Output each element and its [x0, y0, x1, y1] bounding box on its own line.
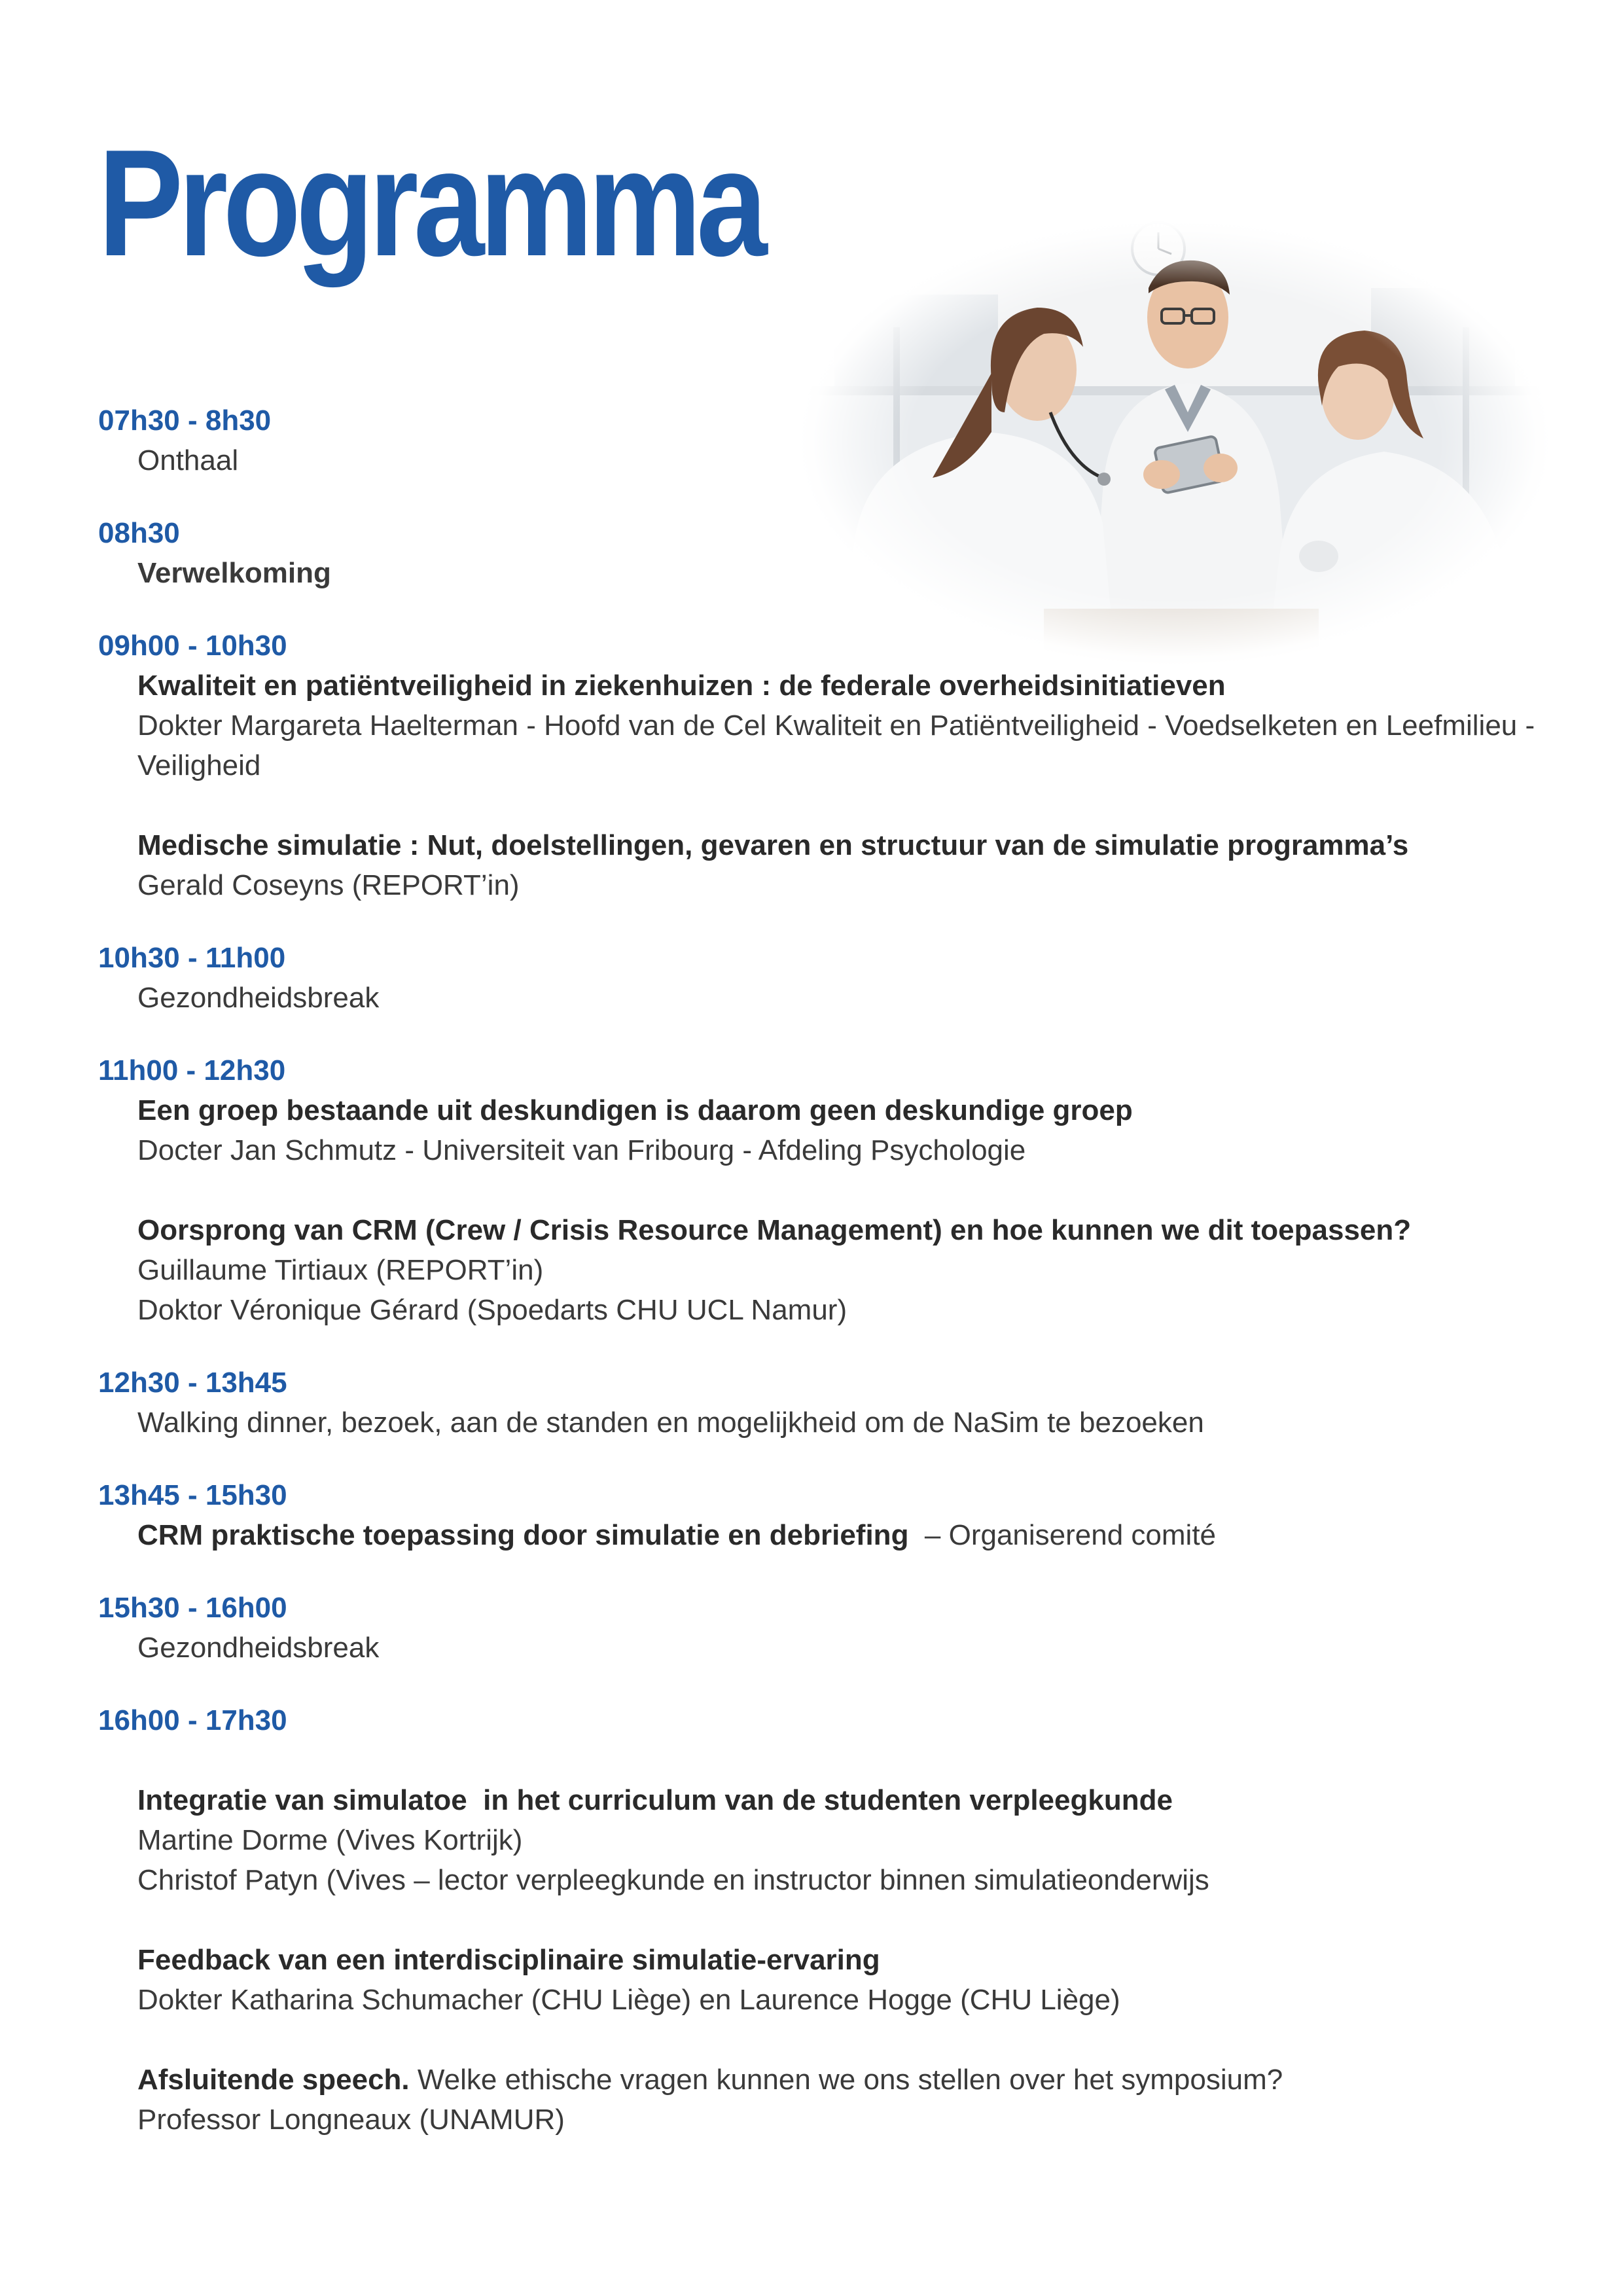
schedule-slot — [98, 1363, 1558, 1443]
session-line: Gezondheidsbreak — [137, 982, 380, 1014]
slot-time: 08h30 — [98, 517, 180, 549]
session-title: Verwelkoming — [137, 557, 331, 589]
session-title: Medische simulatie : Nut, doelstellingen, gevaren en structuur van de simulatie programma’s — [137, 829, 1409, 861]
session-speaker: Professor Longneaux (UNAMUR) — [137, 2104, 565, 2136]
session-entry — [98, 978, 1558, 1018]
spacer — [98, 1740, 1558, 1780]
session-speaker: Docter Jan Schmutz - Universiteit van Fribourg - Afdeling Psychologie — [137, 1134, 1026, 1166]
schedule-slot — [98, 626, 1558, 905]
session-entry — [98, 553, 1558, 593]
schedule-slot — [98, 401, 1558, 480]
session-title-with-organizer — [137, 1515, 1558, 1555]
session-speaker: Dokter Katharina Schumacher (CHU Liège) en Laurence Hogge (CHU Liège) — [137, 1984, 1120, 2016]
session-entry — [98, 1515, 1558, 1555]
slot-time: 12h30 - 13h45 — [98, 1367, 287, 1399]
session-entry — [98, 1628, 1558, 1668]
schedule-slot — [98, 1700, 1558, 2140]
session-title: Een groep bestaande uit deskundigen is daarom geen deskundige groep — [137, 1094, 1133, 1126]
session-line: Onthaal — [137, 444, 239, 476]
session-entry — [98, 825, 1558, 905]
schedule-slot — [98, 1588, 1558, 1668]
session-title: Feedback van een interdisciplinaire simulatie-ervaring — [137, 1944, 880, 1976]
session-speaker: Guillaume Tirtiaux (REPORT’in) — [137, 1254, 544, 1286]
session-entry — [98, 440, 1558, 480]
session-entry — [98, 1780, 1558, 1900]
session-speaker: Dokter Margareta Haelterman - Hoofd van de Cel Kwaliteit en Patiëntveiligheid - Voedselketen en Leefmilieu - Veiligheid — [137, 709, 1535, 781]
schedule-slot — [98, 1050, 1558, 1330]
session-speaker: Martine Dorme (Vives Kortrijk) — [137, 1824, 523, 1856]
session-speaker: Doktor Véronique Gérard (Spoedarts CHU UCL Namur) — [137, 1294, 847, 1326]
slot-time: 10h30 - 11h00 — [98, 942, 286, 974]
session-organizer: – Organiserend comité — [908, 1519, 1217, 1551]
slot-time: 07h30 - 8h30 — [98, 404, 272, 437]
session-entry — [98, 2060, 1558, 2140]
session-entry — [98, 1090, 1558, 1170]
session-speaker: Gerald Coseyns (REPORT’in) — [137, 869, 520, 901]
session-title: Integratie van simulatoe in het curriculum van de studenten verpleegkunde — [137, 1784, 1173, 1816]
program-schedule — [98, 401, 1558, 2140]
session-title-with-question — [137, 2060, 1558, 2100]
schedule-slot — [98, 938, 1558, 1018]
session-title: Oorsprong van CRM (Crew / Crisis Resource Management) en hoe kunnen we dit toepassen? — [137, 1214, 1412, 1246]
session-speaker: Christof Patyn (Vives – lector verpleegkunde en instructor binnen simulatieonderwijs — [137, 1864, 1209, 1896]
session-question: Welke ethische vragen kunnen we ons stellen over het symposium? — [409, 2064, 1283, 2096]
slot-time: 15h30 - 16h00 — [98, 1592, 287, 1624]
session-line: Walking dinner, bezoek, aan de standen en mogelijkheid om de NaSim te bezoeken — [137, 1407, 1204, 1439]
slot-time: 11h00 - 12h30 — [98, 1054, 286, 1086]
session-title: Afsluitende speech. — [137, 2064, 410, 2096]
session-entry — [98, 1940, 1558, 2020]
slot-time: 09h00 - 10h30 — [98, 630, 287, 662]
slot-time: 13h45 - 15h30 — [98, 1479, 287, 1511]
session-title: Kwaliteit en patiëntveiligheid in ziekenhuizen : de federale overheidsinitiatieven — [137, 670, 1226, 702]
schedule-slot — [98, 513, 1558, 593]
session-entry — [98, 1403, 1558, 1443]
session-title: CRM praktische toepassing door simulatie en debriefing — [137, 1519, 909, 1551]
page-title: Programma — [98, 118, 763, 288]
session-entry — [98, 666, 1558, 785]
session-entry — [98, 1210, 1558, 1330]
session-line: Gezondheidsbreak — [137, 1632, 380, 1664]
schedule-slot — [98, 1475, 1558, 1555]
slot-time: 16h00 - 17h30 — [98, 1704, 287, 1736]
